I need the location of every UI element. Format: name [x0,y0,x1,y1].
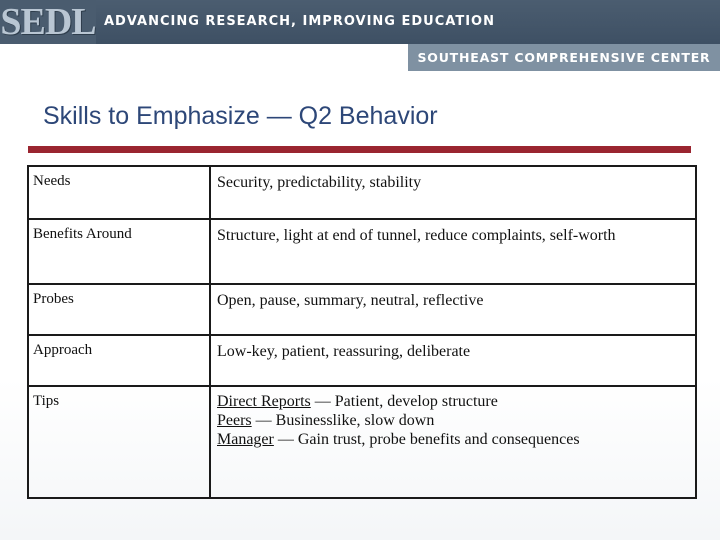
tip-item [211,411,695,430]
tip-audience: Manager [217,431,274,448]
row-value-cell [210,219,696,284]
row-label-cell [28,386,210,498]
tip-item [211,430,695,449]
table-row [28,284,696,335]
table-row [28,386,696,498]
table-row [28,335,696,386]
row-label: Benefits Around [33,226,132,242]
row-value: Security, predictability, stability [217,174,422,191]
tips-cell [210,386,696,498]
center-band [408,44,720,71]
header-band [0,0,720,44]
row-label-cell [28,219,210,284]
tip-item [211,392,695,411]
tip-advice: — Businesslike, slow down [251,412,435,429]
table-row [28,166,696,219]
row-value: Structure, light at end of tunnel, reduce complaints, self-worth [217,227,616,244]
row-value-cell [210,166,696,219]
row-label: Tips [33,393,60,409]
tip-advice: — Gain trust, probe benefits and consequences [273,431,580,448]
slide-title: Skills to Emphasize — Q2 Behavior [43,102,438,130]
row-value: Open, pause, summary, neutral, reflective [217,292,484,309]
sedl-logo [0,0,96,44]
row-value: Low-key, patient, reassuring, deliberate [217,343,471,360]
row-value-cell [210,284,696,335]
row-label-cell [28,166,210,219]
tip-audience: Direct Reports [217,393,311,410]
tip-audience: Peers [217,412,252,429]
skills-table [27,165,697,499]
row-label: Approach [33,342,93,358]
row-label: Probes [33,291,74,307]
tips-list [211,387,695,449]
row-label-cell [28,284,210,335]
title-rule [28,146,691,153]
row-label: Needs [33,173,71,189]
tagline: ADVANCING RESEARCH, IMPROVING EDUCATION [104,14,495,29]
center-name: SOUTHEAST COMPREHENSIVE CENTER [417,50,711,65]
row-label-cell [28,335,210,386]
row-value-cell [210,335,696,386]
logo-text: SEDL [0,1,96,43]
tip-advice: — Patient, develop structure [310,393,498,410]
table-row [28,219,696,284]
